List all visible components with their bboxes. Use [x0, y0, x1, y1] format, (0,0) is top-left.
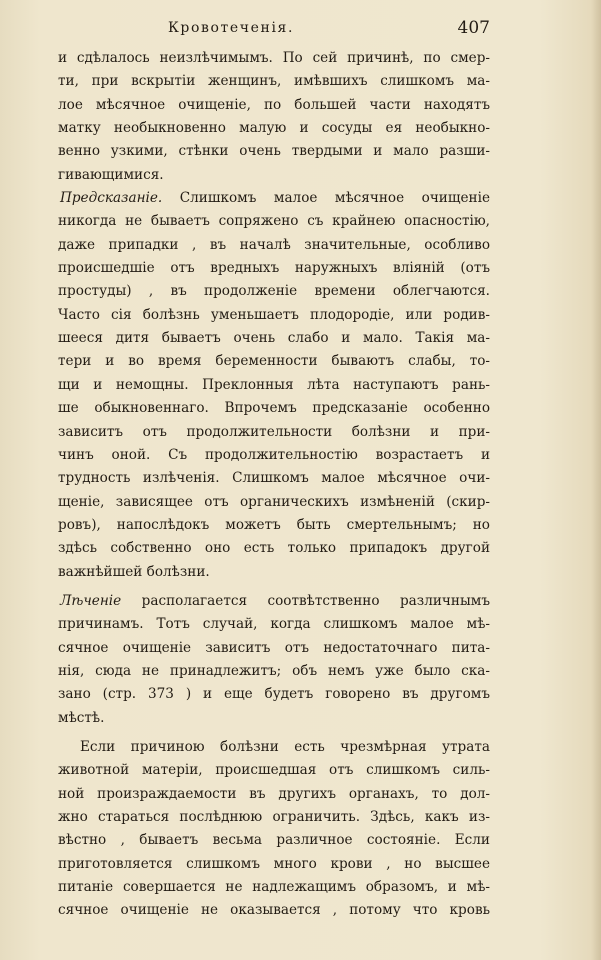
paragraph-continuation	[58, 47, 490, 187]
paragraph-prognosis	[58, 187, 490, 584]
text-line-first	[58, 590, 490, 613]
text-line: простуды) , въ продолженіе времени облегчаются.	[58, 283, 490, 300]
text-line: сячное очищеніе не оказывается , потому что кровь	[58, 902, 490, 919]
text-line: Часто сія болѣзнь уменьшаетъ плодородіе, или родив-	[58, 306, 490, 323]
text-line: ной произраждаемости въ другихъ органахъ, то дол-	[58, 785, 490, 802]
text-line: никогда не бываетъ сопряжено съ крайнею опасностію,	[58, 213, 490, 230]
text-line: нія, сюда не принадлежитъ; объ немъ уже было ска-	[58, 662, 490, 679]
text-line: лое мѣсячное очищеніе, по большей части находятъ	[58, 96, 490, 113]
text-line: мѣстѣ.	[58, 709, 105, 726]
text-line: матку необыкновенно малую и сосуды ея необыкно-	[58, 120, 490, 137]
page-number: 407	[457, 18, 490, 38]
text-span: Слишкомъ малое мѣсячное очищеніе	[179, 190, 490, 207]
text-line: зано (стр. 373 ) и еще будетъ говорено въ другомъ	[58, 686, 490, 703]
page-header	[58, 18, 490, 44]
text-line: ти, при вскрытіи женщинъ, имѣвшихъ слишкомъ ма-	[58, 73, 490, 90]
text-line: щи и немощны. Преклонныя лѣта наступаютъ рань-	[58, 376, 490, 393]
text-line: щеніе, зависящее отъ органическихъ измѣненій (скир-	[58, 493, 490, 510]
page-edge-shadow	[591, 0, 601, 960]
text-line: питаніе совершается не надлежащимъ образомъ, и мѣ-	[58, 879, 490, 896]
text-line: приготовляется слишкомъ много крови , но высшее	[58, 855, 490, 872]
text-line: тери и во время беременности бываютъ слабы, то-	[58, 353, 490, 370]
text-line: животной матеріи, происшедшая отъ слишкомъ силь-	[58, 762, 490, 779]
text-line: здѣсь собственно оно есть только припадокъ другой	[58, 540, 490, 557]
text-line: причинамъ. Тотъ случай, когда слишкомъ малое мѣ-	[58, 616, 490, 633]
section-heading-treatment: Лѣченіе	[60, 592, 122, 609]
section-heading-prognosis: Предсказаніе.	[60, 190, 163, 207]
text-line: и сдѣлалось неизлѣчимымъ. По сей причинѣ, по смер-	[58, 50, 490, 66]
text-line: зависитъ отъ продолжительности болѣзни и при-	[58, 423, 490, 440]
text-line: происшедшіе отъ вредныхъ наружныхъ вліяній (отъ	[58, 260, 490, 277]
text-span: располагается соотвѣтственно различнымъ	[141, 592, 490, 609]
running-title: Кровотеченія.	[168, 20, 294, 36]
paragraph-treatment	[58, 590, 490, 730]
text-line: чинъ оной. Съ продолжительностію возрастаетъ и	[58, 446, 490, 463]
text-line: важнѣйшей болѣзни.	[58, 563, 210, 580]
text-line: даже припадки , въ началѣ значительные, особливо	[58, 236, 490, 253]
text-line: шееся дитя бываетъ очень слабо и мало. Такія ма-	[58, 330, 490, 347]
text-line: ше обыкновеннаго. Впрочемъ предсказаніе особенно	[58, 400, 490, 417]
body-text	[58, 47, 490, 923]
text-line: сячное очищеніе зависитъ отъ недостаточнаго пита-	[58, 639, 490, 656]
text-line: вѣстно , бываетъ весьма различное состояніе. Если	[58, 832, 490, 849]
text-line: венно узкими, стѣнки очень твердыми и мало разши-	[58, 143, 490, 160]
paragraph-causes	[58, 736, 490, 923]
text-line: гивающимися.	[58, 166, 164, 183]
text-line: жно стараться послѣднюю ограничить. Здѣсь, какъ из-	[58, 809, 490, 825]
text-line: трудность излѣченія. Слишкомъ малое мѣсячное очи-	[58, 470, 490, 487]
text-line-first	[58, 187, 490, 210]
text-line-first: Если причиною болѣзни есть чрезмѣрная утрата	[80, 738, 490, 755]
text-line: ровъ), напослѣдокъ можетъ быть смертельнымъ; но	[58, 516, 490, 533]
